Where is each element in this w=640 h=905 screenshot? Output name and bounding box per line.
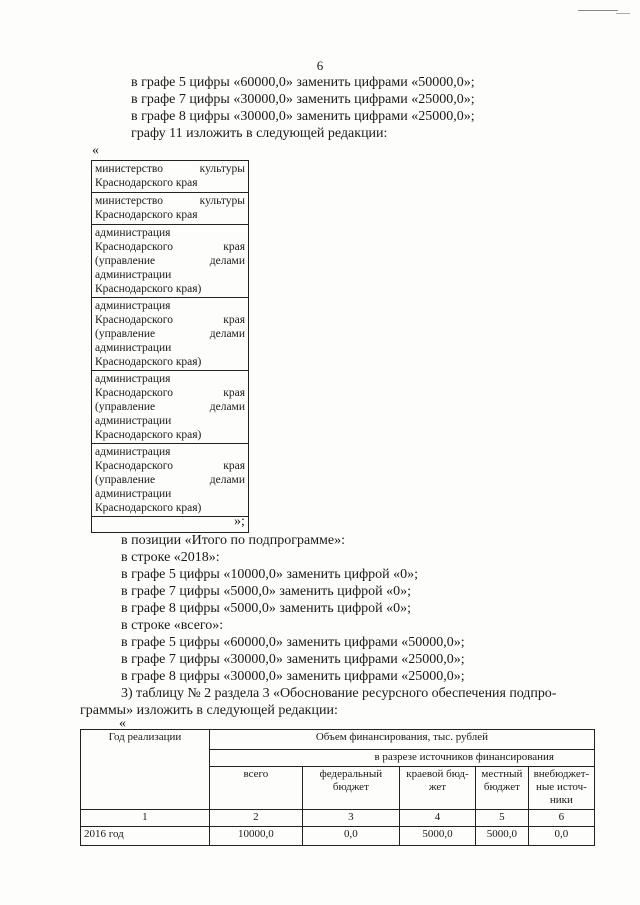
scan-edge-mark <box>616 13 630 14</box>
page-number: 6 <box>316 58 324 73</box>
column-11-table <box>91 160 249 533</box>
text-line: в графе 8 цифры «30000,0» заменить цифрами «25000,0»; <box>121 669 465 684</box>
text-line: в графе 8 цифры «5000,0» заменить цифрой «0»; <box>121 601 412 616</box>
header-regional: краевой бюд-жет <box>399 767 475 810</box>
header-volume: Объем финансирования, тыс. рублей <box>209 730 594 750</box>
text-line: в графе 5 цифры «10000,0» заменить цифрой «0»; <box>121 567 419 582</box>
text-line: в строке «2018»: <box>121 550 220 565</box>
text-line: в графе 5 цифры «60000,0» заменить цифрами «50000,0»; <box>121 635 465 650</box>
header-total: всего <box>209 767 302 810</box>
col-number: 5 <box>476 810 529 827</box>
text-line: графу 11 изложить в следующей редакции: <box>131 126 388 141</box>
header-year: Год реализации <box>81 730 210 810</box>
financing-table <box>80 729 595 846</box>
table-cell: министерство культуры Краснодарского края <box>92 193 249 225</box>
table-cell: администрация Краснодарского края (управление делами администрации Краснодарского края) <box>92 225 249 298</box>
open-quote: « <box>119 716 126 731</box>
row-extra: 0,0 <box>528 827 594 846</box>
table-cell: министерство культуры Краснодарского края <box>92 161 249 193</box>
row-federal: 0,0 <box>302 827 399 846</box>
col-number: 2 <box>209 810 302 827</box>
col-number: 1 <box>81 810 210 827</box>
table-cell: администрация Краснодарского края (управление делами администрации Краснодарского края) <box>92 371 249 444</box>
text-line: в графе 7 цифры «30000,0» заменить цифрами «25000,0»; <box>121 652 465 667</box>
row-total: 10000,0 <box>209 827 302 846</box>
col-number: 3 <box>302 810 399 827</box>
text-line: в графе 7 цифры «5000,0» заменить цифрой «0»; <box>121 584 412 599</box>
text-line: в графе 8 цифры «30000,0» заменить цифрами «25000,0»; <box>131 109 475 124</box>
table-cell: администрация Краснодарского края (управление делами администрации Краснодарского края) <box>92 444 249 517</box>
text-line: в строке «всего»: <box>121 618 224 633</box>
scan-edge-mark <box>578 10 618 11</box>
row-regional: 5000,0 <box>399 827 475 846</box>
close-quote: »; <box>234 514 245 529</box>
text-line: в позиции «Итого по подпрограмме»: <box>121 533 346 548</box>
col-number: 4 <box>399 810 475 827</box>
header-extra: внебюджет-ные источ-ники <box>528 767 594 810</box>
table-cell <box>92 517 249 533</box>
header-sources: в разрезе источников финансирования <box>209 750 594 767</box>
text-line: 3) таблицу № 2 раздела 3 «Обоснование ресурсного обеспечения подпро- <box>121 686 557 701</box>
open-quote: « <box>92 143 99 158</box>
header-local: местный бюджет <box>476 767 529 810</box>
text-line: в графе 5 цифры «60000,0» заменить цифрами «50000,0»; <box>131 75 475 90</box>
table-cell: администрация Краснодарского края (управление делами администрации Краснодарского края) <box>92 298 249 371</box>
row-local: 5000,0 <box>476 827 529 846</box>
text-line: в графе 7 цифры «30000,0» заменить цифрами «25000,0»; <box>131 92 475 107</box>
row-year: 2016 год <box>81 827 210 846</box>
header-federal: федеральный бюджет <box>302 767 399 810</box>
text-line: граммы» изложить в следующей редакции: <box>80 703 338 718</box>
table-row <box>81 827 595 846</box>
col-number: 6 <box>528 810 594 827</box>
